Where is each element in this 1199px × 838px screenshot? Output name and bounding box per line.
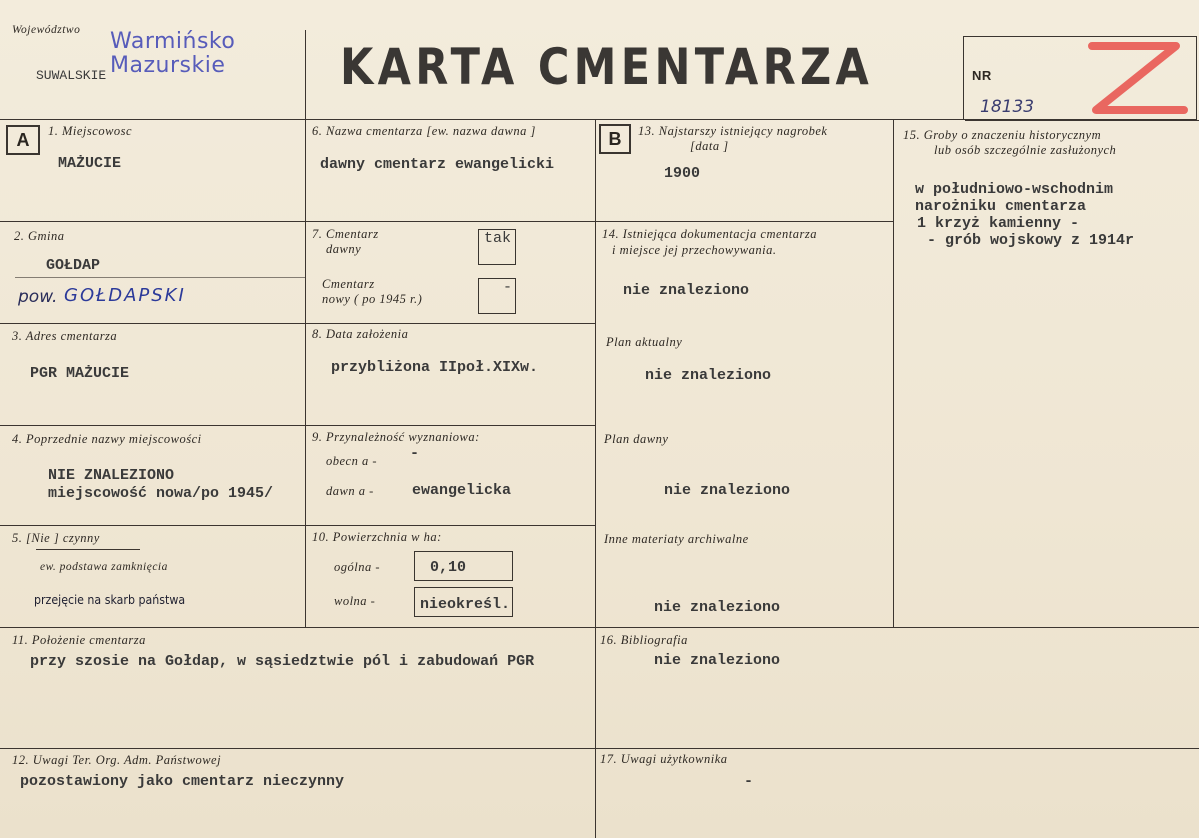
field-4-value-1: NIE ZNALEZIONO: [48, 467, 175, 484]
section-a-box: A: [6, 125, 40, 155]
field-5-underline: [36, 549, 140, 550]
field-4-value-2: miejscowość nowa/po 1945/: [48, 485, 274, 502]
plan-current-value: nie znaleziono: [645, 367, 772, 384]
powiat-value: GOŁDAPSKI: [64, 285, 186, 306]
field-11-label: 11. Położenie cmentarza: [12, 633, 146, 647]
record-number-value: 18133: [980, 97, 1035, 117]
field-6-value: dawny cmentarz ewangelicki: [320, 156, 555, 173]
field-4-label: 4. Poprzednie nazwy miejscowości: [12, 432, 202, 446]
divider: [965, 120, 1199, 121]
field-10-total-value: 0,10: [430, 559, 467, 576]
field-5-value: przejęcie na skarb państwa: [34, 593, 186, 607]
field-17-label: 17. Uwagi użytkownika: [600, 752, 728, 766]
other-materials-value: nie znaleziono: [654, 599, 781, 616]
divider: [15, 277, 305, 278]
field-12-label: 12. Uwagi Ter. Org. Adm. Państwowej: [12, 753, 222, 767]
field-7-new-value: -: [503, 279, 513, 296]
voivodeship-stamp: [110, 30, 235, 78]
field-11-value: przy szosie na Gołdap, w sąsiedztwie pól i zabudowań PGR: [30, 653, 535, 670]
field-15-label-2: lub osób szczególnie zasłużonych: [934, 143, 1117, 157]
field-9-label: 9. Przynależność wyznaniowa:: [312, 430, 480, 444]
divider: [596, 221, 893, 222]
divider: [0, 525, 596, 526]
field-8-label: 8. Data założenia: [312, 327, 409, 341]
field-9-former-label: dawn a -: [326, 484, 374, 498]
plan-old-value: nie znaleziono: [664, 482, 791, 499]
field-5-sublabel: ew. podstawa zamknięcia: [40, 561, 168, 573]
field-6-label: 6. Nazwa cmentarza [ew. nazwa dawna ]: [312, 124, 536, 138]
divider: [595, 120, 596, 838]
field-16-value: nie znaleziono: [654, 652, 781, 669]
field-2-label: 2. Gmina: [14, 229, 65, 243]
field-13-label-2: [data ]: [690, 139, 729, 153]
field-15-line-1: w południowo-wschodnim: [915, 181, 1114, 198]
divider: [0, 221, 596, 222]
section-b-box: B: [599, 124, 631, 154]
field-15-line-4: - grób wojskowy z 1914r: [927, 232, 1135, 249]
other-materials-label: Inne materiaty archiwalne: [604, 532, 749, 546]
field-10-total-label: ogólna -: [334, 560, 381, 574]
field-17-value: -: [744, 773, 754, 790]
stamp-line-1: Warmińsko: [110, 29, 236, 54]
field-13-value: 1900: [664, 165, 701, 182]
nr-label: NR: [972, 68, 992, 83]
category-z-mark: [1080, 40, 1190, 120]
field-3-label: 3. Adres cmentarza: [12, 329, 118, 343]
field-15-line-3: 1 krzyż kamienny -: [917, 215, 1080, 232]
card-title: KARTA CMENTARZA: [340, 38, 874, 96]
field-7-label-old-1: 7. Cmentarz: [312, 227, 379, 241]
divider: [0, 119, 965, 120]
field-8-value: przybliżona IIpoł.XIXw.: [331, 359, 539, 376]
wojewodztwo-label: Województwo: [12, 24, 81, 36]
field-14-value: nie znaleziono: [623, 282, 750, 299]
divider: [0, 748, 1199, 749]
divider: [0, 627, 1199, 628]
field-7-old-value: tak: [484, 230, 512, 247]
field-1-value: MAŻUCIE: [58, 155, 122, 172]
field-10-label: 10. Powierzchnia w ha:: [312, 530, 442, 544]
field-15-line-2: narożniku cmentarza: [915, 198, 1087, 215]
divider: [893, 120, 894, 627]
field-14-label-1: 14. Istniejąca dokumentacja cmentarza: [602, 227, 817, 241]
old-voivodeship-value: SUWALSKIE: [36, 68, 107, 83]
plan-old-label: Plan dawny: [604, 432, 669, 446]
field-13-label-1: 13. Najstarszy istniejący nagrobek: [638, 124, 828, 138]
field-7-label-new-1: Cmentarz: [322, 277, 375, 291]
field-10-free-value: nieokreśl.: [420, 596, 511, 613]
field-7-label-new-2: nowy ( po 1945 r.): [322, 292, 423, 306]
field-3-value: PGR MAŻUCIE: [30, 365, 130, 382]
powiat-prefix: pow.: [18, 287, 58, 307]
divider: [0, 323, 596, 324]
divider: [0, 425, 596, 426]
field-9-current-value: -: [410, 445, 420, 462]
field-12-value: pozostawiony jako cmentarz nieczynny: [20, 773, 345, 790]
plan-current-label: Plan aktualny: [606, 335, 683, 349]
field-2-value: GOŁDAP: [46, 257, 101, 274]
field-14-label-2: i miejsce jej przechowywania.: [612, 243, 777, 257]
field-1-label: 1. Miejscowosc: [48, 124, 133, 138]
divider: [305, 30, 306, 627]
field-9-former-value: ewangelicka: [412, 482, 512, 499]
field-9-current-label: obecn a -: [326, 454, 378, 468]
field-7-label-old-2: dawny: [326, 242, 362, 256]
stamp-line-2: Mazurskie: [110, 53, 226, 78]
field-16-label: 16. Bibliografia: [600, 633, 688, 647]
field-5-label: 5. [Nie ] czynny: [12, 531, 100, 545]
field-15-label-1: 15. Groby o znaczeniu historycznym: [903, 128, 1102, 142]
field-10-free-label: wolna -: [334, 594, 376, 608]
